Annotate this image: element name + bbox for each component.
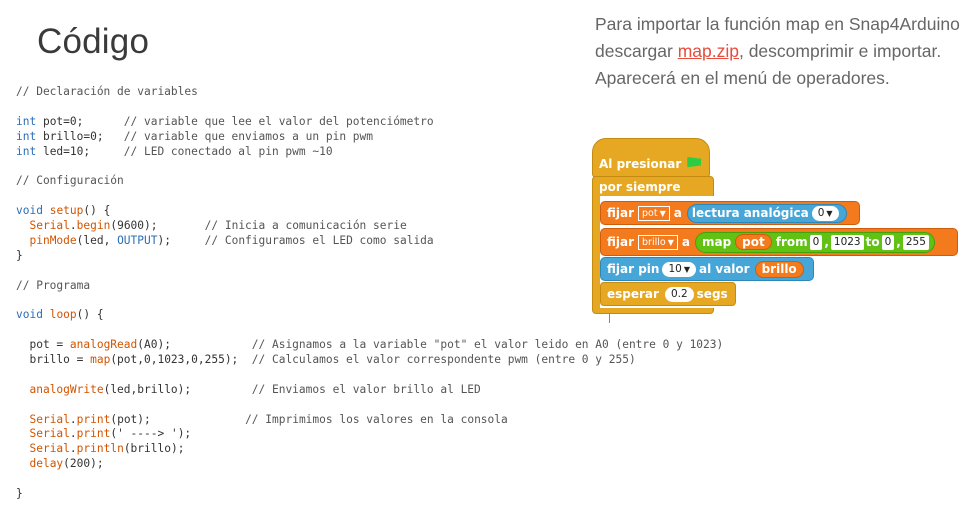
code-text: led=10; — [36, 144, 124, 158]
import-instructions — [595, 11, 965, 92]
code-text: (led,brillo); — [103, 382, 252, 396]
comma-label: , — [896, 235, 901, 249]
map-reporter[interactable] — [695, 232, 935, 253]
code-function: Serial — [29, 427, 70, 441]
code-text: (led, — [76, 233, 118, 247]
code-line — [16, 442, 723, 457]
set-brillo-label: fijar — [607, 235, 635, 249]
code-text: . — [69, 427, 77, 441]
code-comment: // variable que lee el valor del potenciómetro — [123, 114, 434, 128]
code-function: setup — [49, 204, 84, 218]
code-text — [43, 308, 50, 321]
pin-number: 10 — [668, 262, 682, 275]
code-comment: // Imprimimos los valores en la consola — [245, 412, 508, 426]
instructions-text-end: , descomprimir e importar. Aparecerá en el menú de operadores. — [595, 41, 942, 88]
code-line — [16, 100, 723, 115]
code-line — [16, 427, 723, 442]
set-pot-label: fijar — [607, 206, 635, 220]
variable-name: brillo — [642, 236, 666, 248]
code-comment: // Calculamos el valor correspondente pwm (entre 0 y 255) — [251, 353, 636, 367]
variable-name: pot — [642, 207, 658, 219]
map-label: map — [701, 235, 732, 249]
set-pot-block[interactable] — [600, 201, 860, 225]
code-text: } — [16, 487, 23, 501]
green-flag-icon — [687, 157, 701, 169]
code-line — [16, 353, 723, 368]
code-line — [16, 487, 723, 502]
code-comment: // Asignamos a la variable "pot" el valor leido en A0 (entre 0 y 1023) — [251, 338, 724, 352]
from-high-input[interactable]: 1023 — [831, 235, 864, 250]
code-function: pinMode — [29, 233, 77, 247]
code-function: delay — [29, 457, 64, 471]
to-low-input[interactable]: 0 — [882, 235, 895, 250]
set-brillo-block[interactable] — [600, 228, 958, 256]
code-text — [16, 427, 29, 440]
forever-label: por siempre — [599, 180, 681, 194]
code-line — [16, 368, 723, 383]
code-function: print — [76, 412, 111, 426]
wait-unit-label: segs — [696, 287, 728, 301]
code-text — [16, 442, 29, 455]
code-text: . — [69, 412, 77, 426]
wait-label: esperar — [607, 287, 659, 301]
code-line — [16, 472, 723, 487]
code-text: (pot,0,1023,0,255); — [110, 353, 252, 367]
code-text — [16, 383, 29, 396]
code-line — [16, 323, 723, 338]
variable-dropdown-brillo[interactable] — [638, 235, 678, 250]
code-text: () { — [83, 204, 111, 218]
set-pin-block[interactable] — [600, 257, 814, 281]
analog-pin-dropdown[interactable] — [812, 206, 839, 221]
set-pin-label: fijar pin — [607, 262, 660, 276]
code-text: ); — [157, 233, 205, 247]
code-text — [16, 413, 29, 426]
code-text — [43, 204, 50, 217]
dropdown-arrow-icon: ▼ — [667, 237, 674, 247]
code-function: begin — [76, 219, 111, 233]
code-function: print — [76, 427, 111, 441]
code-text: (9600); — [110, 219, 205, 233]
from-low-input[interactable]: 0 — [810, 235, 823, 250]
analog-read-reporter[interactable] — [687, 204, 847, 223]
code-keyword: void — [16, 308, 43, 322]
map-zip-link[interactable]: map.zip — [677, 41, 739, 61]
code-function: analogRead — [69, 338, 138, 352]
code-line — [16, 115, 723, 130]
code-text: . — [69, 442, 77, 456]
code-function: Serial — [29, 412, 70, 426]
code-text: . — [69, 219, 77, 233]
dropdown-arrow-icon: ▼ — [826, 208, 833, 218]
wait-seconds-input[interactable]: 0.2 — [665, 287, 694, 302]
code-line — [16, 383, 723, 398]
dropdown-arrow-icon: ▼ — [659, 208, 666, 218]
code-text: () { — [76, 308, 104, 322]
code-function: analogWrite — [29, 382, 104, 396]
pot-variable-reporter[interactable] — [735, 234, 772, 250]
code-text: pot = — [16, 338, 70, 352]
hat-label: Al presionar — [599, 157, 682, 171]
variable-dropdown-pot[interactable] — [638, 206, 670, 221]
page-title: Código — [37, 22, 150, 61]
code-keyword: int — [16, 144, 37, 158]
code-text: brillo=0; — [36, 129, 124, 143]
code-keyword: int — [16, 114, 37, 128]
value-label: al valor — [698, 262, 750, 276]
instructions-text-start: Para importar la función map en Snap4Arduino descargar — [595, 14, 960, 61]
dropdown-arrow-icon: ▼ — [683, 264, 690, 274]
comma-label: , — [824, 235, 829, 249]
code-comment: // Programa — [16, 278, 91, 292]
to-high-input[interactable]: 255 — [903, 235, 929, 250]
code-comment: // Enviamos el valor brillo al LED — [251, 382, 481, 396]
code-text — [16, 234, 29, 247]
code-comment: // variable que enviamos a un pin pwm — [123, 129, 373, 143]
code-keyword: int — [16, 129, 37, 143]
code-comment: // Configuración — [16, 174, 124, 188]
code-line — [16, 398, 723, 413]
wait-block[interactable] — [600, 282, 736, 306]
code-function: Serial — [29, 442, 70, 456]
code-line — [16, 413, 723, 428]
pot-variable-label: pot — [742, 235, 765, 249]
code-text: brillo = — [16, 353, 91, 367]
code-text: (200); — [63, 457, 104, 471]
code-line — [16, 457, 723, 472]
code-function: loop — [49, 308, 77, 322]
code-comment: // Inicia a comunicación serie — [204, 219, 407, 233]
code-keyword: void — [16, 204, 43, 218]
code-text: (' ----> '); — [110, 427, 192, 441]
code-text — [16, 457, 29, 470]
code-line — [16, 338, 723, 353]
code-function: println — [76, 442, 124, 456]
from-label: from — [775, 235, 808, 249]
set-to-label: a — [673, 206, 682, 220]
pin-dropdown[interactable] — [662, 262, 696, 277]
analog-read-label: lectura analógica — [691, 206, 809, 220]
pin-value: 0 — [817, 206, 825, 219]
code-comment: // Configuramos el LED como salida — [204, 233, 434, 247]
text-cursor — [609, 314, 610, 323]
code-function: Serial — [29, 219, 70, 233]
brillo-variable-label: brillo — [761, 262, 797, 276]
code-function: map — [90, 353, 111, 367]
code-text: pot=0; — [36, 114, 124, 128]
code-text: (brillo); — [123, 442, 185, 456]
code-text: (A0); — [137, 338, 252, 352]
code-text — [16, 219, 29, 232]
code-text: (pot); — [110, 412, 246, 426]
hat-block[interactable] — [592, 138, 710, 178]
set-to-label: a — [681, 235, 690, 249]
code-text: } — [16, 248, 23, 262]
code-keyword: OUTPUT — [117, 233, 158, 247]
to-label: to — [865, 235, 880, 249]
brillo-variable-reporter[interactable] — [755, 261, 804, 278]
code-comment: // LED conectado al pin pwm ~10 — [123, 144, 333, 158]
code-comment: // Declaración de variables — [16, 85, 198, 98]
